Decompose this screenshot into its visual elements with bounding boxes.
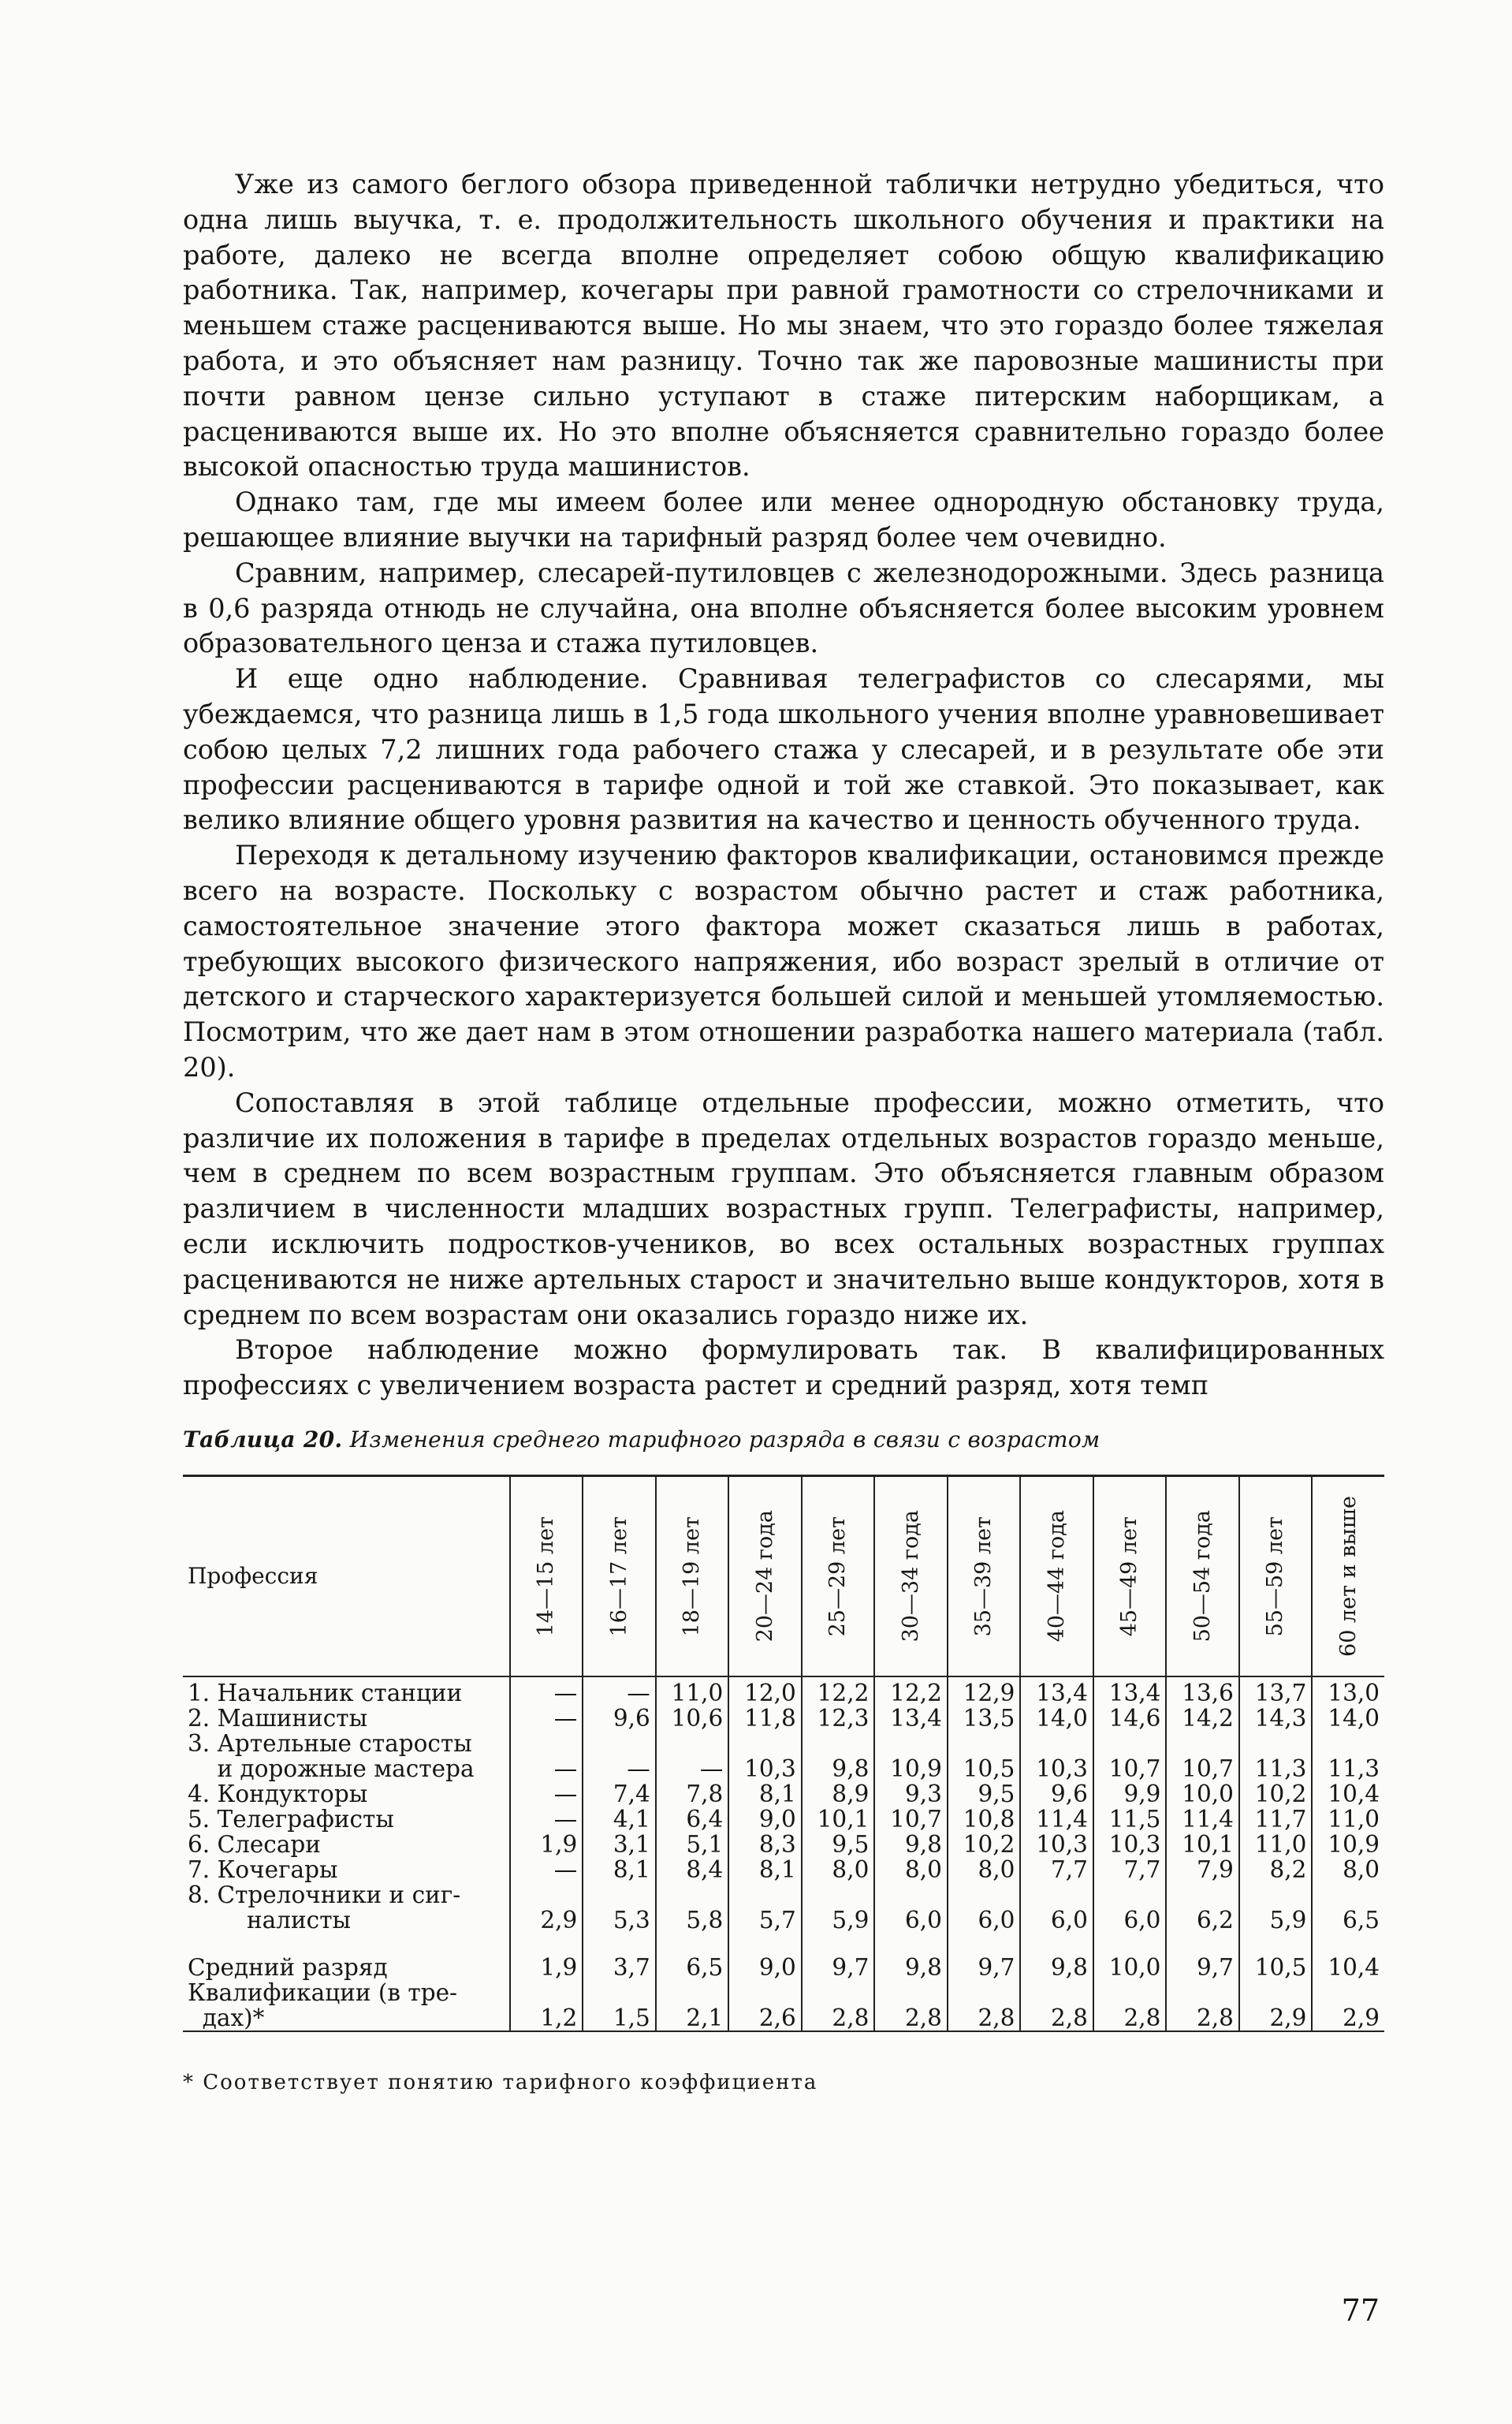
table-cell: 9,7 [948, 1933, 1021, 1980]
table-cell: 1,9 [510, 1933, 583, 1980]
table-cell: 9,6 [583, 1706, 656, 1731]
paragraph-1: Уже из самого беглого обзора приведенной таблички нетрудно убедиться, что одна лишь выучка, т. е. продолжительность школьного обучения и практики на работе, далеко не всегда вполне определяет собою общую квалификацию работника. Так, например, кочегары при равной грамотности со стрелочниками и меньшем стаже расцениваются выше. Но мы знаем, что это гораздо более тяжелая работа, и это объясняет нам разницу. Точно так же паровозные машинисты при почти равном цензе сильно уступают в стаже питерским наборщикам, а расцениваются выше их. Но это вполне объясняется сравнительно гораздо более высокой опасностью труда машинистов. [183, 169, 1384, 483]
row-label-line: 2. Машинисты [188, 1704, 368, 1732]
row-label-line: 4. Кондукторы [188, 1780, 368, 1807]
table-cell: 2,8 [802, 1980, 875, 2031]
table-header-row [183, 1475, 1384, 1676]
table-cell: — [510, 1676, 583, 1706]
table-cell: 5,8 [656, 1882, 729, 1933]
age-header: 35—39 лет [948, 1475, 1021, 1676]
table-cell: 10,2 [1239, 1781, 1313, 1807]
table-cell: 9,6 [1020, 1781, 1093, 1807]
table-cell: 10,4 [1312, 1781, 1384, 1807]
row-label-line: 3. Артельные старосты [188, 1729, 472, 1757]
table-cell: 6,0 [1093, 1882, 1167, 1933]
row-label-line: 5. Телеграфисты [188, 1805, 394, 1833]
table-cell: 6,0 [874, 1882, 948, 1933]
table-cell: 2,8 [948, 1980, 1021, 2031]
table-cell: 13,4 [874, 1706, 948, 1731]
table-cell: 10,1 [1166, 1832, 1239, 1857]
row-label [183, 1980, 510, 2031]
table-cell: 13,6 [1166, 1676, 1239, 1706]
table-cell: 10,3 [1020, 1731, 1093, 1781]
table-cell: 13,4 [1020, 1676, 1093, 1706]
table-row [183, 1933, 1384, 1980]
row-label [183, 1706, 510, 1731]
table-cell: 7,9 [1166, 1857, 1239, 1882]
paragraph-5: Переходя к детальному изучению факторов квалификации, остановимся прежде всего на возрасте. Поскольку с возрастом обычно растет и стаж работника, самостоятельное значение этого фактора может сказаться лишь в работах, требующих высокого физического напряжения, ибо возраст зрелый в отличие от детского и старческого характеризуется большей силой и меньшей утомляемостью. Посмотрим, что же дает нам в этом отношении разработка нашего материала (табл. 20). [183, 840, 1384, 1083]
row-label-line: 8. Стрелочники и сиг- [188, 1881, 461, 1908]
table-row [183, 1980, 1384, 2031]
table-cell: 8,0 [948, 1857, 1021, 1882]
table-20 [183, 1475, 1384, 2032]
table-cell: 4,1 [583, 1807, 656, 1832]
table-cell: 9,9 [1093, 1781, 1167, 1807]
table-cell: — [583, 1676, 656, 1706]
table-cell: 8,0 [874, 1857, 948, 1882]
paragraph-7: Второе наблюдение можно формулировать так. В квалифицированных профессиях с увеличением возраста растет и средний разряд, хотя темп [183, 1334, 1384, 1401]
table-cell: 7,8 [656, 1781, 729, 1807]
table-cell: 6,5 [1312, 1882, 1384, 1933]
table-cell: 6,0 [1020, 1882, 1093, 1933]
table-cell: 12,9 [948, 1676, 1021, 1706]
table-cell: 2,9 [1312, 1980, 1384, 2031]
row-label-line: дах)* [188, 2004, 265, 2031]
table-row [183, 1731, 1384, 1781]
table-cell: 9,8 [1020, 1933, 1093, 1980]
age-header: 40—44 года [1020, 1475, 1093, 1676]
table-cell: 5,3 [583, 1882, 656, 1933]
paragraph-3: Сравним, например, слесарей-путиловцев с железнодорожными. Здесь разница в 0,6 разряда отнюдь не случайна, она вполне объясняется более высоким уровнем образовательного ценза и стажа путиловцев. [183, 557, 1384, 659]
table-cell: — [510, 1731, 583, 1781]
paragraph-2: Однако там, где мы имеем более или менее однородную обстановку труда, решающее влияние выучки на тарифный разряд более чем очевидно. [183, 487, 1384, 553]
row-label [183, 1676, 510, 1706]
table-caption [183, 1424, 1384, 1456]
table-cell: 8,3 [728, 1832, 802, 1857]
page-content [183, 167, 1384, 2097]
table-cell: 10,6 [656, 1706, 729, 1731]
table-cell: 1,5 [583, 1980, 656, 2031]
table-cell: 13,0 [1312, 1676, 1384, 1706]
table-cell: 9,5 [948, 1781, 1021, 1807]
table-cell: 6,5 [656, 1933, 729, 1980]
table-cell: 8,1 [583, 1857, 656, 1882]
table-cell: 10,0 [1093, 1933, 1167, 1980]
paragraph-4: И еще одно наблюдение. Сравнивая телеграфистов со слесарями, мы убеждаемся, что разница лишь в 1,5 года школьного учения вполне уравновешивает собою целых 7,2 лишних года рабочего стажа у слесарей, и в результате обе эти профессии расцениваются в тарифе одной и той же ставкой. Это показывает, как велико влияние общего уровня развития на качество и ценность обученного труда. [183, 663, 1384, 836]
table-cell: 5,7 [728, 1882, 802, 1933]
profession-header: Профессия [183, 1475, 510, 1676]
row-label [183, 1857, 510, 1882]
age-header: 30—34 года [874, 1475, 948, 1676]
age-header: 18—19 лет [656, 1475, 729, 1676]
table-cell: 11,0 [1312, 1807, 1384, 1832]
row-label [183, 1933, 510, 1980]
table-cell: 14,0 [1020, 1706, 1093, 1731]
table-cell: 5,1 [656, 1832, 729, 1857]
table-cell: — [583, 1731, 656, 1781]
row-label-line: 1. Начальник станции [188, 1679, 463, 1706]
table-cell: 6,2 [1166, 1882, 1239, 1933]
table-cell: 8,0 [802, 1857, 875, 1882]
table-cell: 7,4 [583, 1781, 656, 1807]
table-cell: 10,5 [948, 1731, 1021, 1781]
table-cell: 12,3 [802, 1706, 875, 1731]
table-body [183, 1676, 1384, 2031]
table-cell: 13,4 [1093, 1676, 1167, 1706]
table-cell: 14,0 [1312, 1706, 1384, 1731]
table-cell: 5,9 [1239, 1882, 1313, 1933]
table-cell: 6,4 [656, 1807, 729, 1832]
table-cell: 10,9 [874, 1731, 948, 1781]
age-header: 55—59 лет [1239, 1475, 1313, 1676]
table-cell: 2,1 [656, 1980, 729, 2031]
age-header: 60 лет и выше [1312, 1475, 1384, 1676]
table-cell: 10,1 [802, 1807, 875, 1832]
table-cell: 8,2 [1239, 1857, 1313, 1882]
table-cell: — [656, 1731, 729, 1781]
table-cell: 10,7 [874, 1807, 948, 1832]
table-cell: 8,9 [802, 1781, 875, 1807]
table-cell: 3,1 [583, 1832, 656, 1857]
table-cell: 9,0 [728, 1807, 802, 1832]
age-header: 25—29 лет [802, 1475, 875, 1676]
table-cell: 8,1 [728, 1857, 802, 1882]
table-cell: — [510, 1706, 583, 1731]
age-header: 45—49 лет [1093, 1475, 1167, 1676]
table-cell: 13,7 [1239, 1676, 1313, 1706]
table-cell: 10,8 [948, 1807, 1021, 1832]
table-cell: 11,0 [1239, 1832, 1313, 1857]
table-cell: 13,5 [948, 1706, 1021, 1731]
table-cell: 14,3 [1239, 1706, 1313, 1731]
table-cell: 6,0 [948, 1882, 1021, 1933]
table-row [183, 1857, 1384, 1882]
table-cell: 9,8 [874, 1832, 948, 1857]
age-header: 14—15 лет [510, 1475, 583, 1676]
row-label-line: 6. Слесари [188, 1830, 321, 1858]
table-row [183, 1832, 1384, 1857]
body-text [183, 167, 1384, 1404]
table-cell: 10,9 [1312, 1832, 1384, 1857]
table-cell: 2,8 [874, 1980, 948, 2031]
table-cell: 10,2 [948, 1832, 1021, 1857]
age-header: 50—54 года [1166, 1475, 1239, 1676]
table-cell: — [510, 1781, 583, 1807]
table-cell: 9,0 [728, 1933, 802, 1980]
table-cell: 7,7 [1020, 1857, 1093, 1882]
table-cell: 9,5 [802, 1832, 875, 1857]
table-cell: 3,7 [583, 1933, 656, 1980]
table-cell: 2,8 [1020, 1980, 1093, 2031]
row-label [183, 1731, 510, 1781]
row-label-line: 7. Кочегары [188, 1855, 338, 1883]
table-cell: 10,4 [1312, 1933, 1384, 1980]
table-cell: 1,2 [510, 1980, 583, 2031]
table-cell: — [510, 1807, 583, 1832]
table-cell: 11,3 [1312, 1731, 1384, 1781]
table-cell: 8,1 [728, 1781, 802, 1807]
table-cell: 10,0 [1166, 1781, 1239, 1807]
table-cell: 12,2 [802, 1676, 875, 1706]
table-caption-label: Таблица 20. [183, 1426, 343, 1453]
table-cell: 7,7 [1093, 1857, 1167, 1882]
table-cell: 2,6 [728, 1980, 802, 2031]
table-cell: 10,7 [1166, 1731, 1239, 1781]
row-label [183, 1781, 510, 1807]
table-cell: 2,9 [510, 1882, 583, 1933]
table-cell: 8,4 [656, 1857, 729, 1882]
page-number: 77 [1341, 2293, 1380, 2328]
table-cell: 2,8 [1093, 1980, 1167, 2031]
table-row [183, 1807, 1384, 1832]
table-row [183, 1676, 1384, 1706]
table-cell: 9,8 [874, 1933, 948, 1980]
table-cell: 10,5 [1239, 1933, 1313, 1980]
table-cell: 9,8 [802, 1731, 875, 1781]
table-cell: — [510, 1857, 583, 1882]
table-cell: 11,8 [728, 1706, 802, 1731]
table-cell: 9,7 [1166, 1933, 1239, 1980]
table-caption-text: Изменения среднего тарифного разряда в связи с возрастом [349, 1426, 1100, 1453]
table-cell: 11,0 [656, 1676, 729, 1706]
age-header: 20—24 года [728, 1475, 802, 1676]
table-cell: 11,5 [1093, 1807, 1167, 1832]
table-cell: 10,3 [1093, 1832, 1167, 1857]
table-cell: 1,9 [510, 1832, 583, 1857]
row-label-line: налисты [188, 1906, 351, 1934]
table-cell: 14,6 [1093, 1706, 1167, 1731]
table-row [183, 1781, 1384, 1807]
paragraph-6: Сопоставляя в этой таблице отдельные профессии, можно отметить, что различие их положения в тарифе в пределах отдельных возрастов гораздо меньше, чем в среднем по всем возрастным группам. Это объясняется главным образом различием в численности младших возрастных групп. Телеграфисты, например, если исключить подростков-учеников, во всех остальных возрастных группах расцениваются не ниже артельных старост и значительно выше кондукторов, хотя в среднем по всем возрастам они оказались гораздо ниже их. [183, 1087, 1384, 1330]
table-cell: 11,7 [1239, 1807, 1313, 1832]
table-cell: 12,0 [728, 1676, 802, 1706]
table-row [183, 1706, 1384, 1731]
table-cell: 10,7 [1093, 1731, 1167, 1781]
table-cell: 14,2 [1166, 1706, 1239, 1731]
table-cell: 11,3 [1239, 1731, 1313, 1781]
row-label [183, 1807, 510, 1832]
row-label-line: Квалификации (в тре- [188, 1978, 458, 2006]
table-cell: 9,3 [874, 1781, 948, 1807]
footnote: * Соответствует понятию тарифного коэффициента [183, 2070, 818, 2094]
table-row [183, 1882, 1384, 1933]
row-label-line: и дорожные мастера [188, 1755, 475, 1782]
table-cell: 9,7 [802, 1933, 875, 1980]
table-cell: 11,4 [1020, 1807, 1093, 1832]
table-cell: 11,4 [1166, 1807, 1239, 1832]
table-cell: 2,9 [1239, 1980, 1313, 2031]
table-cell: 8,0 [1312, 1857, 1384, 1882]
table-cell: 2,8 [1166, 1980, 1239, 2031]
row-label [183, 1832, 510, 1857]
table-cell: 10,3 [728, 1731, 802, 1781]
age-header: 16—17 лет [583, 1475, 656, 1676]
table-cell: 12,2 [874, 1676, 948, 1706]
table-cell: 10,3 [1020, 1832, 1093, 1857]
table-cell: 5,9 [802, 1882, 875, 1933]
row-label [183, 1882, 510, 1933]
row-label-line: Средний разряд [188, 1953, 388, 1981]
